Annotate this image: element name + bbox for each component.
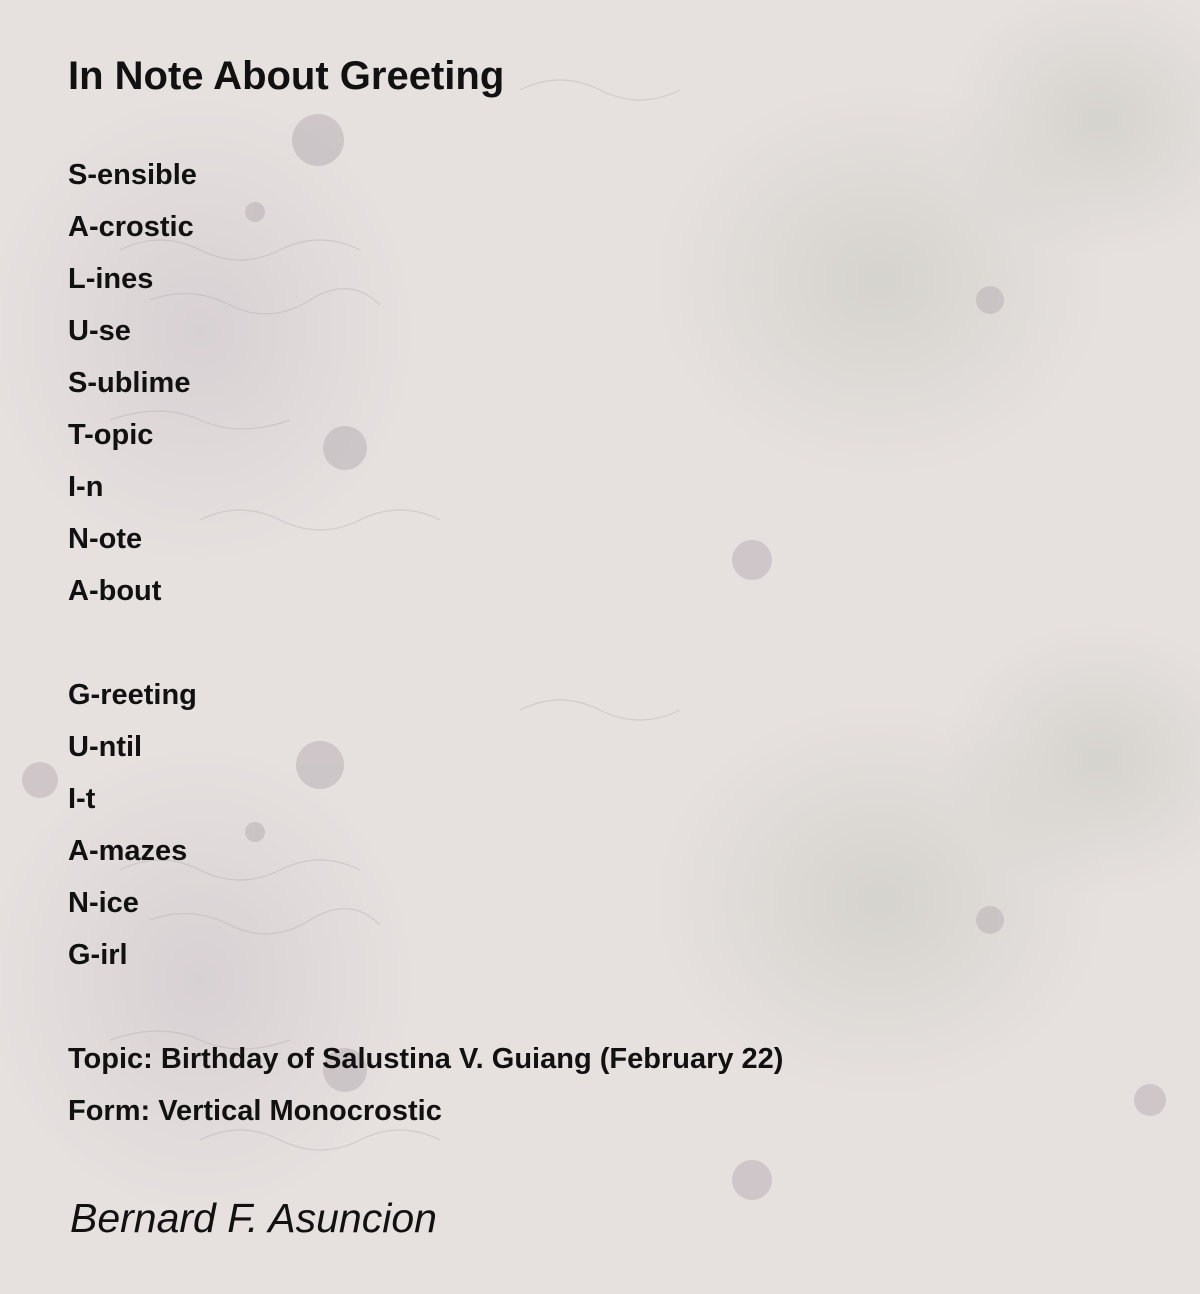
poem-line: L-ines	[68, 263, 154, 295]
poem-line: T-opic	[68, 419, 154, 451]
poem-title: In Note About Greeting	[68, 54, 505, 98]
poem-line: N-ice	[68, 887, 139, 919]
poem-line: N-ote	[68, 523, 143, 555]
poem-line: G-irl	[68, 939, 128, 971]
topic-note: Topic: Birthday of Salustina V. Guiang (February 22)	[68, 1043, 784, 1075]
poem-author: Bernard F. Asuncion	[70, 1195, 437, 1241]
poem-line: I-t	[68, 783, 96, 815]
poem-line: A-bout	[68, 575, 162, 607]
poem-line: S-ensible	[68, 159, 197, 191]
poem-line: S-ublime	[68, 367, 191, 399]
poem-line: G-reeting	[68, 679, 197, 711]
stanza-2	[68, 669, 197, 981]
poem-notes	[68, 1033, 783, 1137]
poem-line: U-ntil	[68, 731, 143, 763]
stanza-1	[68, 149, 197, 617]
poem-line: A-crostic	[68, 211, 194, 243]
poem-line: U-se	[68, 315, 131, 347]
poem-line: A-mazes	[68, 835, 188, 867]
poem-line: I-n	[68, 471, 104, 503]
form-note: Form: Vertical Monocrostic	[68, 1095, 442, 1127]
